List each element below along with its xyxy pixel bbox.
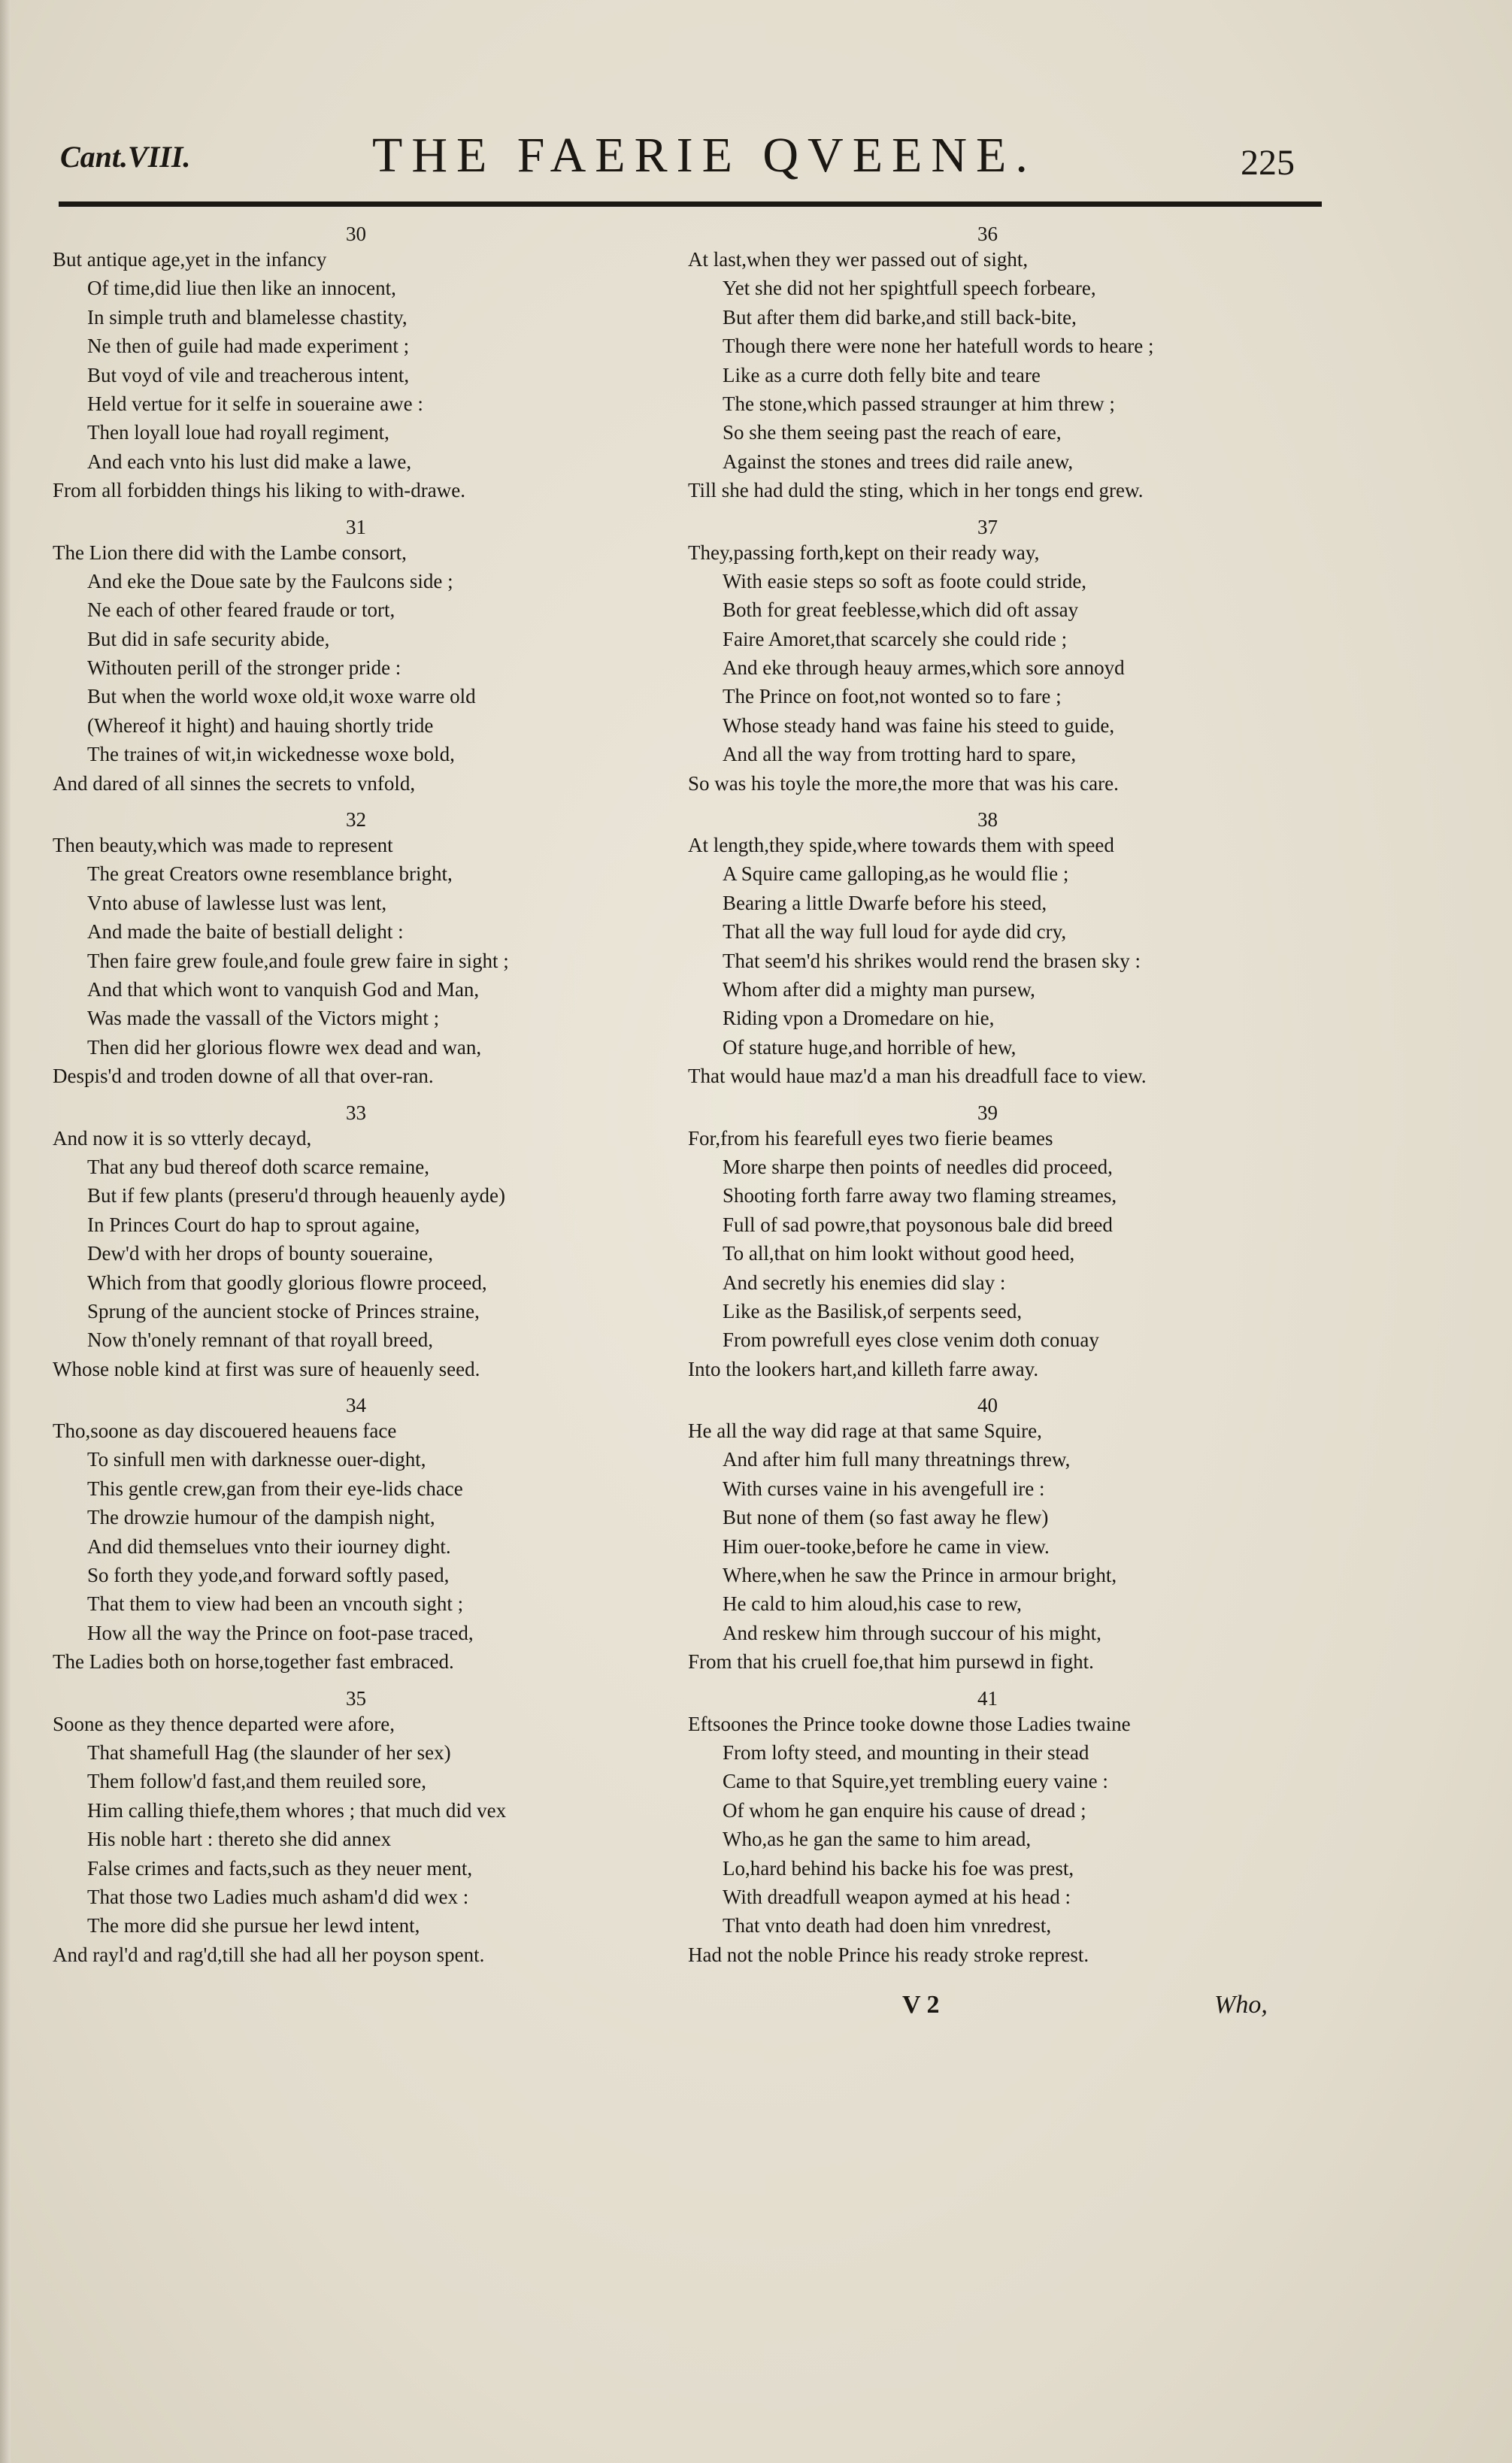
verse-line: The drowzie humour of the dampish night, [87, 1506, 435, 1529]
verse-line: But antique age,yet in the infancy [53, 248, 327, 271]
verse-line: And made the baite of bestiall delight : [87, 920, 404, 944]
verse-line: Had not the noble Prince his ready stroke represt. [688, 1943, 1089, 1966]
verse-line: Tho,soone as day discouered heauens face [53, 1419, 397, 1443]
verse-line: Then loyall loue had royall regiment, [87, 421, 389, 444]
verse-line: The Lion there did with the Lambe consort, [53, 541, 407, 564]
verse-line: So she them seeing past the reach of eare, [723, 421, 1062, 444]
verse-line: But did in safe security abide, [87, 627, 330, 650]
stanza-gap [688, 1091, 1327, 1101]
verse-line: The Prince on foot,not wonted so to fare ; [723, 685, 1062, 708]
stanza [688, 1101, 1327, 1384]
verse-line: (Whereof it hight) and hauing shortly tride [87, 713, 434, 737]
binding-gutter [0, 0, 11, 2463]
verse-line: More sharpe then points of needles did proceed, [723, 1155, 1113, 1178]
right-column [688, 223, 1327, 1969]
verse-line: Dew'd with her drops of bounty soueraine, [87, 1242, 434, 1265]
stanza [53, 1394, 654, 1677]
verse-line: They,passing forth,kept on their ready way, [688, 541, 1040, 564]
verse-line: That seem'd his shrikes would rend the brasen sky : [723, 949, 1141, 972]
stanza-number: 34 [346, 1394, 366, 1417]
stanza-number: 35 [346, 1686, 366, 1710]
verse-line: And that which wont to vanquish God and Man, [87, 977, 480, 1001]
verse-line: Lo,hard behind his backe his foe was prest, [723, 1856, 1074, 1880]
verse-line: Till she had duld the sting, which in her tongs end grew. [688, 479, 1144, 502]
stanza-number: 33 [346, 1101, 366, 1124]
verse-line: That shamefull Hag (the slaunder of her sex) [87, 1740, 451, 1764]
verse-line: Him calling thiefe,them whores ; that much did vex [87, 1798, 507, 1822]
verse-line: Of time,did liue then like an innocent, [87, 277, 396, 300]
stanza-number: 41 [977, 1686, 998, 1710]
verse-line: The great Creators owne resemblance bright, [87, 862, 453, 886]
verse-line: With curses vaine in his avengefull ire : [723, 1477, 1045, 1500]
stanza [53, 1101, 654, 1384]
verse-line: From that his cruell foe,that him pursewd in fight. [688, 1650, 1094, 1674]
page-number: 225 [1241, 143, 1295, 183]
stanza-number: 31 [346, 515, 366, 538]
verse-line: In simple truth and blamelesse chastity, [87, 305, 408, 329]
verse-line: To sinfull men with darknesse ouer-dight, [87, 1448, 426, 1471]
verse-line: At last,when they wer passed out of sight, [688, 248, 1029, 271]
signature-mark: V 2 [902, 1991, 940, 2019]
verse-line: And secretly his enemies did slay : [723, 1271, 1006, 1294]
verse-line: Held vertue for it selfe in soueraine awe : [87, 392, 423, 415]
verse-line: At length,they spide,where towards them with speed [688, 834, 1114, 857]
stanza [688, 1687, 1327, 1970]
verse-line: With dreadfull weapon aymed at his head : [723, 1885, 1071, 1908]
verse-line: From powrefull eyes close venim doth conuay [723, 1328, 1099, 1352]
verse-line: Was made the vassall of the Victors might ; [87, 1007, 440, 1030]
verse-line: Yet she did not her spightfull speech forbeare, [723, 277, 1096, 300]
stanza-gap [53, 798, 654, 808]
verse-line: And did themselues vnto their iourney dight. [87, 1534, 451, 1558]
verse-line: Of stature huge,and horrible of hew, [723, 1035, 1017, 1059]
verse-line: Like as a curre doth felly bite and teare [723, 363, 1041, 386]
stanza-gap [688, 505, 1327, 516]
stanza [688, 516, 1327, 798]
verse-line: For,from his fearefull eyes two fierie beames [688, 1126, 1053, 1150]
verse-line: Ne each of other feared fraude or tort, [87, 598, 395, 622]
stanza-number: 36 [977, 223, 998, 245]
verse-line: But voyd of vile and treacherous intent, [87, 363, 410, 386]
stanza-number: 32 [346, 808, 366, 832]
running-header [56, 124, 1335, 192]
verse-line: And all the way from trotting hard to spare, [723, 743, 1077, 766]
stanza-number: 39 [977, 1101, 998, 1124]
verse-line: Where,when he saw the Prince in armour bright, [723, 1564, 1117, 1587]
verse-line: Then did her glorious flowre wex dead and wan, [87, 1035, 482, 1059]
verse-line: That all the way full loud for ayde did cry, [723, 920, 1067, 944]
verse-line: That them to view had been an vncouth sight ; [87, 1592, 464, 1616]
stanza-gap [688, 798, 1327, 808]
verse-line: And eke the Doue sate by the Faulcons side ; [87, 569, 453, 592]
catchword: Who, [1214, 1991, 1268, 2019]
verse-line: Soone as they thence departed were afore, [53, 1712, 395, 1735]
verse-line: Into the lookers hart,and killeth farre away. [688, 1357, 1039, 1380]
stanza-number: 40 [977, 1394, 998, 1417]
stanza [53, 1687, 654, 1970]
verse-line: Sprung of the auncient stocke of Princes straine, [87, 1299, 480, 1322]
verse-line: That would haue maz'd a man his dreadfull face to view. [688, 1065, 1147, 1088]
verse-line: Came to that Squire,yet trembling euery vaine : [723, 1770, 1108, 1793]
verse-line: To all,that on him lookt without good heed, [723, 1242, 1075, 1265]
header-rule [59, 201, 1322, 207]
stanza [688, 223, 1327, 505]
stanza [688, 1394, 1327, 1677]
verse-line: Whose steady hand was faine his steed to guide, [723, 713, 1115, 737]
verse-line: So forth they yode,and forward softly pased, [87, 1564, 450, 1587]
verse-line: He all the way did rage at that same Squire, [688, 1419, 1042, 1443]
verse-line: Bearing a little Dwarfe before his steed, [723, 891, 1047, 914]
verse-line: In Princes Court do hap to sprout againe, [87, 1213, 420, 1236]
verse-line: Though there were none her hatefull words to heare ; [723, 335, 1154, 358]
verse-line: That those two Ladies much asham'd did wex : [87, 1885, 469, 1908]
verse-line: Against the stones and trees did raile anew, [723, 450, 1074, 473]
verse-line: The more did she pursue her lewd intent, [87, 1914, 420, 1937]
verse-line: The stone,which passed straunger at him threw ; [723, 392, 1115, 415]
stanza-gap [53, 1091, 654, 1101]
verse-line: Full of sad powre,that poysonous bale did breed [723, 1213, 1113, 1236]
stanza-gap [688, 1383, 1327, 1394]
verse-line: Who,as he gan the same to him aread, [723, 1828, 1032, 1851]
verse-line: Of whom he gan enquire his cause of dread ; [723, 1798, 1086, 1822]
stanza-number: 38 [977, 808, 998, 832]
verse-line: Which from that goodly glorious flowre proceed, [87, 1271, 487, 1294]
stanza-gap [53, 505, 654, 516]
verse-line: Whose noble kind at first was sure of heauenly seed. [53, 1357, 480, 1380]
verse-line: That any bud thereof doth scarce remaine, [87, 1155, 430, 1178]
verse-line: And dared of all sinnes the secrets to vnfold, [53, 771, 416, 795]
verse-line: And reskew him through succour of his might, [723, 1621, 1101, 1644]
book-title: THE FAERIE QVEENE. [372, 128, 1037, 183]
verse-line: Eftsoones the Prince tooke downe those Ladies twaine [688, 1712, 1131, 1735]
verse-line: False crimes and facts,such as they neuer ment, [87, 1856, 473, 1880]
verse-line: Now th'onely remnant of that royall breed, [87, 1328, 433, 1352]
verse-line: And after him full many threatnings threw, [723, 1448, 1071, 1471]
verse-line: Then faire grew foule,and foule grew faire in sight ; [87, 949, 509, 972]
verse-line: The traines of wit,in wickednesse woxe bold, [87, 743, 455, 766]
stanza-gap [53, 1383, 654, 1394]
verse-line: From all forbidden things his liking to with-drawe. [53, 479, 465, 502]
verse-line: Like as the Basilisk,of serpents seed, [723, 1299, 1023, 1322]
verse-line: And each vnto his lust did make a lawe, [87, 450, 412, 473]
verse-line: But after them did barke,and still back-bite, [723, 305, 1077, 329]
verse-line: Then beauty,which was made to represent [53, 834, 393, 857]
verse-line: That vnto death had doen him vnredrest, [723, 1914, 1052, 1937]
verse-line: But none of them (so fast away he flew) [723, 1506, 1049, 1529]
verse-line: But when the world woxe old,it woxe warre old [87, 685, 476, 708]
canto-label: Cant.VIII. [60, 140, 191, 174]
verse-line: The Ladies both on horse,together fast embraced. [53, 1650, 454, 1674]
stanza-gap [688, 1677, 1327, 1687]
verse-line: With easie steps so soft as foote could stride, [723, 569, 1087, 592]
verse-line: And rayl'd and rag'd,till she had all her poyson spent. [53, 1943, 485, 1966]
verse-line: His noble hart : thereto she did annex [87, 1828, 392, 1851]
stanza-gap [53, 1677, 654, 1687]
verse-line: A Squire came galloping,as he would flie ; [723, 862, 1069, 886]
verse-line: Them follow'd fast,and them reuiled sore, [87, 1770, 426, 1793]
verse-line: So was his toyle the more,the more that was his care. [688, 771, 1119, 795]
verse-line: Both for great feeblesse,which did oft assay [723, 598, 1079, 622]
verse-line: But if few plants (preseru'd through heauenly ayde) [87, 1184, 505, 1207]
stanza [53, 808, 654, 1091]
verse-line: Despis'd and troden downe of all that over-ran. [53, 1065, 434, 1088]
verse-line: Shooting forth farre away two flaming streames, [723, 1184, 1117, 1207]
stanza-number: 30 [346, 223, 366, 245]
stanza-number: 37 [977, 515, 998, 538]
verse-line: How all the way the Prince on foot-pase traced, [87, 1621, 474, 1644]
verse-line: Vnto abuse of lawlesse lust was lent, [87, 891, 387, 914]
verse-line: Ne then of guile had made experiment ; [87, 335, 410, 358]
stanza [53, 223, 654, 505]
verse-line: Riding vpon a Dromedare on hie, [723, 1007, 995, 1030]
verse-line: Faire Amoret,that scarcely she could ride ; [723, 627, 1068, 650]
verse-line: And eke through heauy armes,which sore annoyd [723, 656, 1125, 680]
verse-line: And now it is so vtterly decayd, [53, 1126, 312, 1150]
verse-line: Him ouer-tooke,before he came in view. [723, 1534, 1050, 1558]
verse-line: From lofty steed, and mounting in their stead [723, 1740, 1089, 1764]
verse-line: This gentle crew,gan from their eye-lids chace [87, 1477, 463, 1500]
verse-line: Withouten perill of the stronger pride : [87, 656, 401, 680]
stanza [53, 516, 654, 798]
stanza [688, 808, 1327, 1091]
left-column [53, 223, 654, 1969]
verse-line: Whom after did a mighty man pursew, [723, 977, 1035, 1001]
verse-line: He cald to him aloud,his case to rew, [723, 1592, 1022, 1616]
